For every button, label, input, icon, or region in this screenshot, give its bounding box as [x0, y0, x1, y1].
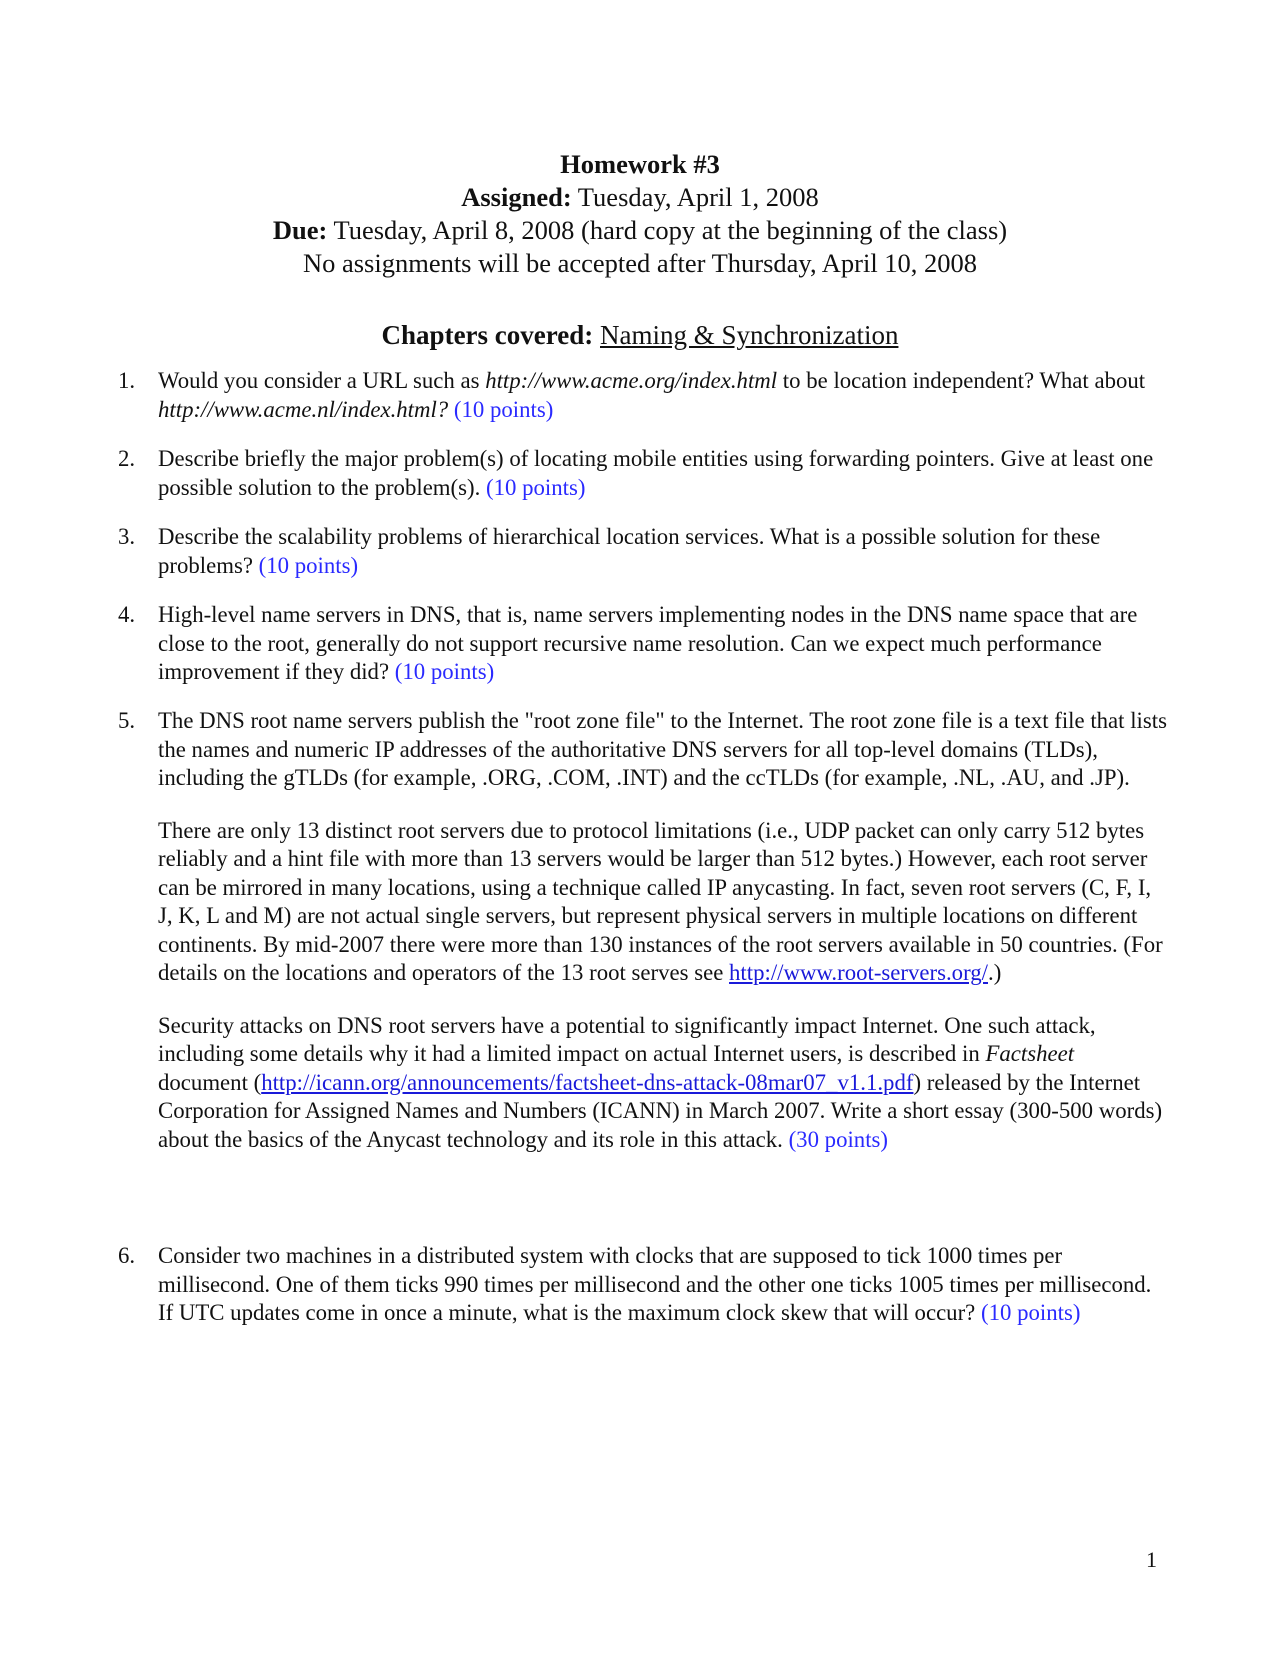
chapters-label: Chapters covered:: [381, 320, 594, 350]
points-label: (30 points): [788, 1126, 888, 1152]
question-number: 6.: [118, 1243, 136, 1268]
late-policy: No assignments will be accepted after Thursday, April 10, 2008: [302, 248, 978, 278]
url-example: http://www.acme.org/index.html: [485, 368, 778, 393]
question-number: 1.: [118, 368, 136, 393]
question-5: [118, 707, 1168, 1154]
question-2: 2. Describe briefly the major problem(s) of locating mobile entities using forwarding pointers. Give at least one possible solution to the problem(s). (10 points): [118, 446, 1154, 500]
question-6: 6. Consider two machines in a distributed system with clocks that are supposed to tick 1000 times per millisecond. One of them ticks 990 times per millisecond and the other one ticks 1005 times per millisecond. If UTC updates come in once a minute, what is the maximum clock skew that will occur? (10 points): [118, 1243, 1152, 1325]
factsheet-link[interactable]: http://icann.org/announcements/factsheet-dns-attack-08mar07_v1.1.pdf: [261, 1069, 914, 1095]
points-label: (10 points): [258, 552, 359, 578]
assigned-label: Assigned:: [461, 182, 572, 212]
points-label: (10 points): [486, 474, 586, 500]
question-number: 3.: [118, 524, 136, 549]
chapters-value: Naming & Synchronization: [600, 320, 899, 350]
paragraph: Security attacks on DNS root servers have a potential to significantly impact Internet. One such attack, including some details why it had a limited impact on actual Internet users, is described in Factsheet document (http://icann.org/announcements/factsheet-dns-attack-08mar07_v1.1.pdf) released by the Internet Corporation for Assigned Names and Numbers (ICANN) in March 2007. Write a short essay (300-500 words) about the basics of the Anycast technology and its role in this attack. (30 points): [158, 1012, 1163, 1152]
assigned-date: Tuesday, April 1, 2008: [571, 182, 819, 212]
page-number: 1: [1146, 1547, 1157, 1572]
points-label: (10 points): [981, 1300, 1081, 1325]
points-label: (10 points): [394, 659, 495, 684]
document-header: [0, 148, 1280, 280]
document-title: Homework #3: [560, 149, 720, 179]
question-3: 3. Describe the scalability problems of hierarchical location services. What is a possible solution for these problems? (10 points): [118, 524, 1101, 578]
question-number: 4.: [118, 602, 136, 627]
question-1: 1. Would you consider a URL such as http://www.acme.org/index.html to be location independent? What about http://www.acme.nl/index.html? (10 points): [118, 368, 1146, 422]
due-label: Due:: [272, 215, 328, 245]
question-4: 4. High-level name servers in DNS, that is, name servers implementing nodes in the DNS name space that are close to the root, generally do not support recursive name resolution. Can we expect much performance improvement if they did? (10 points): [118, 602, 1138, 684]
question-number: 2.: [118, 446, 136, 471]
paragraph: There are only 13 distinct root servers due to protocol limitations (i.e., UDP packet can only carry 512 bytes reliably and a hint file with more than 13 servers would be larger than 512 bytes.) However, each root server can be mirrored in many locations, using a technique called IP anycasting. In fact, seven root servers (C, F, I, J, K, L and M) are not actual single servers, but represent physical servers in multiple locations on different continents. By mid-2007 there were more than 130 instances of the root servers available in 50 countries. (For details on the locations and operators of the 13 root serves see http://www.root-servers.org/.): [158, 817, 1163, 985]
question-number: 5.: [118, 708, 136, 733]
chapters-covered: [0, 318, 1280, 352]
paragraph: The DNS root name servers publish the "root zone file" to the Internet. The root zone file is a text file that lists the names and numeric IP addresses of the authoritative DNS servers for all top-level domains (TLDs), including the gTLDs (for example, .ORG, .COM, .INT) and the ccTLDs (for example, .NL, .AU, and .JP).: [158, 708, 1167, 790]
root-servers-link[interactable]: http://www.root-servers.org/: [729, 960, 988, 985]
due-line: [0, 214, 1280, 247]
assigned-line: [0, 181, 1280, 214]
due-date: Tuesday, April 8, 2008 (hard copy at the beginning of the class): [327, 215, 1008, 245]
points-label: (10 points): [453, 396, 554, 422]
url-example: http://www.acme.nl/index.html?: [158, 396, 449, 422]
